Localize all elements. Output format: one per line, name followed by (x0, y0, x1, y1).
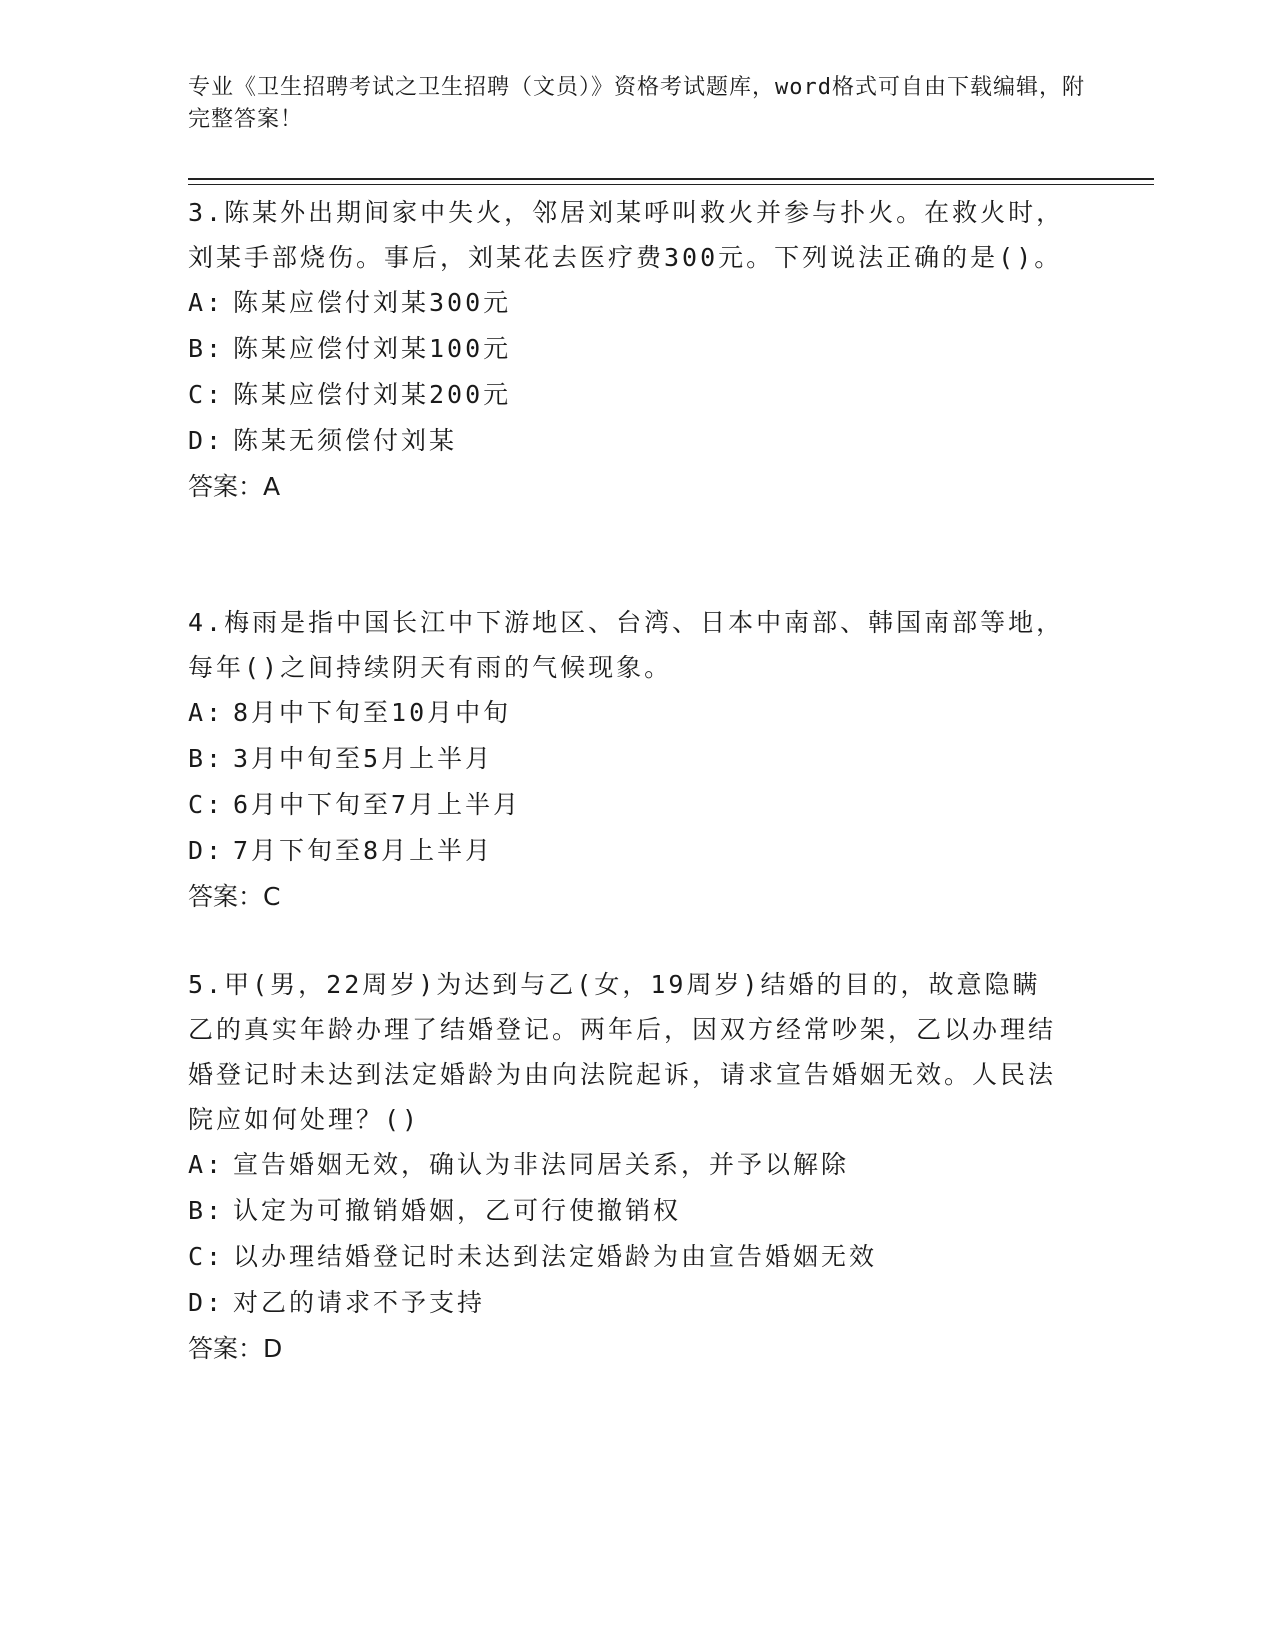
option-a (188, 1142, 1068, 1188)
option-text: 6月中下旬至7月上半月 (233, 790, 522, 819)
option-letter: B: (188, 744, 225, 773)
option-letter: C: (188, 380, 225, 409)
option-letter: D: (188, 1288, 225, 1317)
option-letter: D: (188, 836, 225, 865)
option-text: 7月下旬至8月上半月 (233, 836, 494, 865)
answer-line: 答案：C (188, 882, 281, 911)
option-text: 陈某应偿付刘某300元 (233, 288, 512, 317)
option-text: 3月中旬至5月上半月 (233, 744, 494, 773)
option-c (188, 1234, 1068, 1280)
option-b (188, 736, 1068, 782)
option-letter: B: (188, 334, 225, 363)
option-b (188, 326, 1068, 372)
option-text: 陈某应偿付刘某100元 (233, 334, 512, 363)
answer-line: 答案：A (188, 472, 281, 501)
option-text: 以办理结婚登记时未达到法定婚龄为由宣告婚姻无效 (233, 1242, 878, 1271)
question-5 (188, 962, 1068, 1372)
option-a (188, 690, 1068, 736)
option-d (188, 1280, 1068, 1326)
option-letter: A: (188, 288, 225, 317)
option-b (188, 1188, 1068, 1234)
option-letter: C: (188, 1242, 225, 1271)
answer-line: 答案：D (188, 1334, 283, 1363)
option-text: 8月中下旬至10月中旬 (233, 698, 512, 727)
option-d (188, 828, 1068, 874)
question-stem: 4.梅雨是指中国长江中下游地区、台湾、日本中南部、韩国南部等地，每年()之间持续阴天有雨的气候现象。 (188, 608, 1065, 682)
question-stem: 3.陈某外出期间家中失火，邻居刘某呼叫救火并参与扑火。在救火时，刘某手部烧伤。事后，刘某花去医疗费300元。下列说法正确的是()。 (188, 198, 1065, 272)
option-letter: B: (188, 1196, 225, 1225)
option-letter: A: (188, 698, 225, 727)
option-c (188, 782, 1068, 828)
option-a (188, 280, 1068, 326)
question-3 (188, 190, 1068, 510)
question-4 (188, 600, 1068, 920)
option-text: 陈某应偿付刘某200元 (233, 380, 512, 409)
option-text: 对乙的请求不予支持 (233, 1288, 486, 1317)
header-divider-thin (188, 184, 1154, 185)
question-stem: 5.甲(男，22周岁)为达到与乙(女，19周岁)结婚的目的，故意隐瞒乙的真实年龄办理了结婚登记。两年后，因双方经常吵架，乙以办理结婚登记时未达到法定婚龄为由向法院起诉，请求宣告婚姻无效。人民法院应如何处理？() (188, 970, 1057, 1134)
option-text: 认定为可撤销婚姻，乙可行使撤销权 (233, 1196, 682, 1225)
document-header: 专业《卫生招聘考试之卫生招聘（文员）》资格考试题库，word格式可自由下载编辑，附完整答案！ (188, 75, 1085, 132)
option-letter: A: (188, 1150, 225, 1179)
option-letter: D: (188, 426, 225, 455)
option-text: 宣告婚姻无效，确认为非法同居关系，并予以解除 (233, 1150, 850, 1179)
header-divider-thick (188, 178, 1154, 180)
option-d (188, 418, 1068, 464)
option-text: 陈某无须偿付刘某 (233, 426, 458, 455)
option-letter: C: (188, 790, 225, 819)
option-c (188, 372, 1068, 418)
